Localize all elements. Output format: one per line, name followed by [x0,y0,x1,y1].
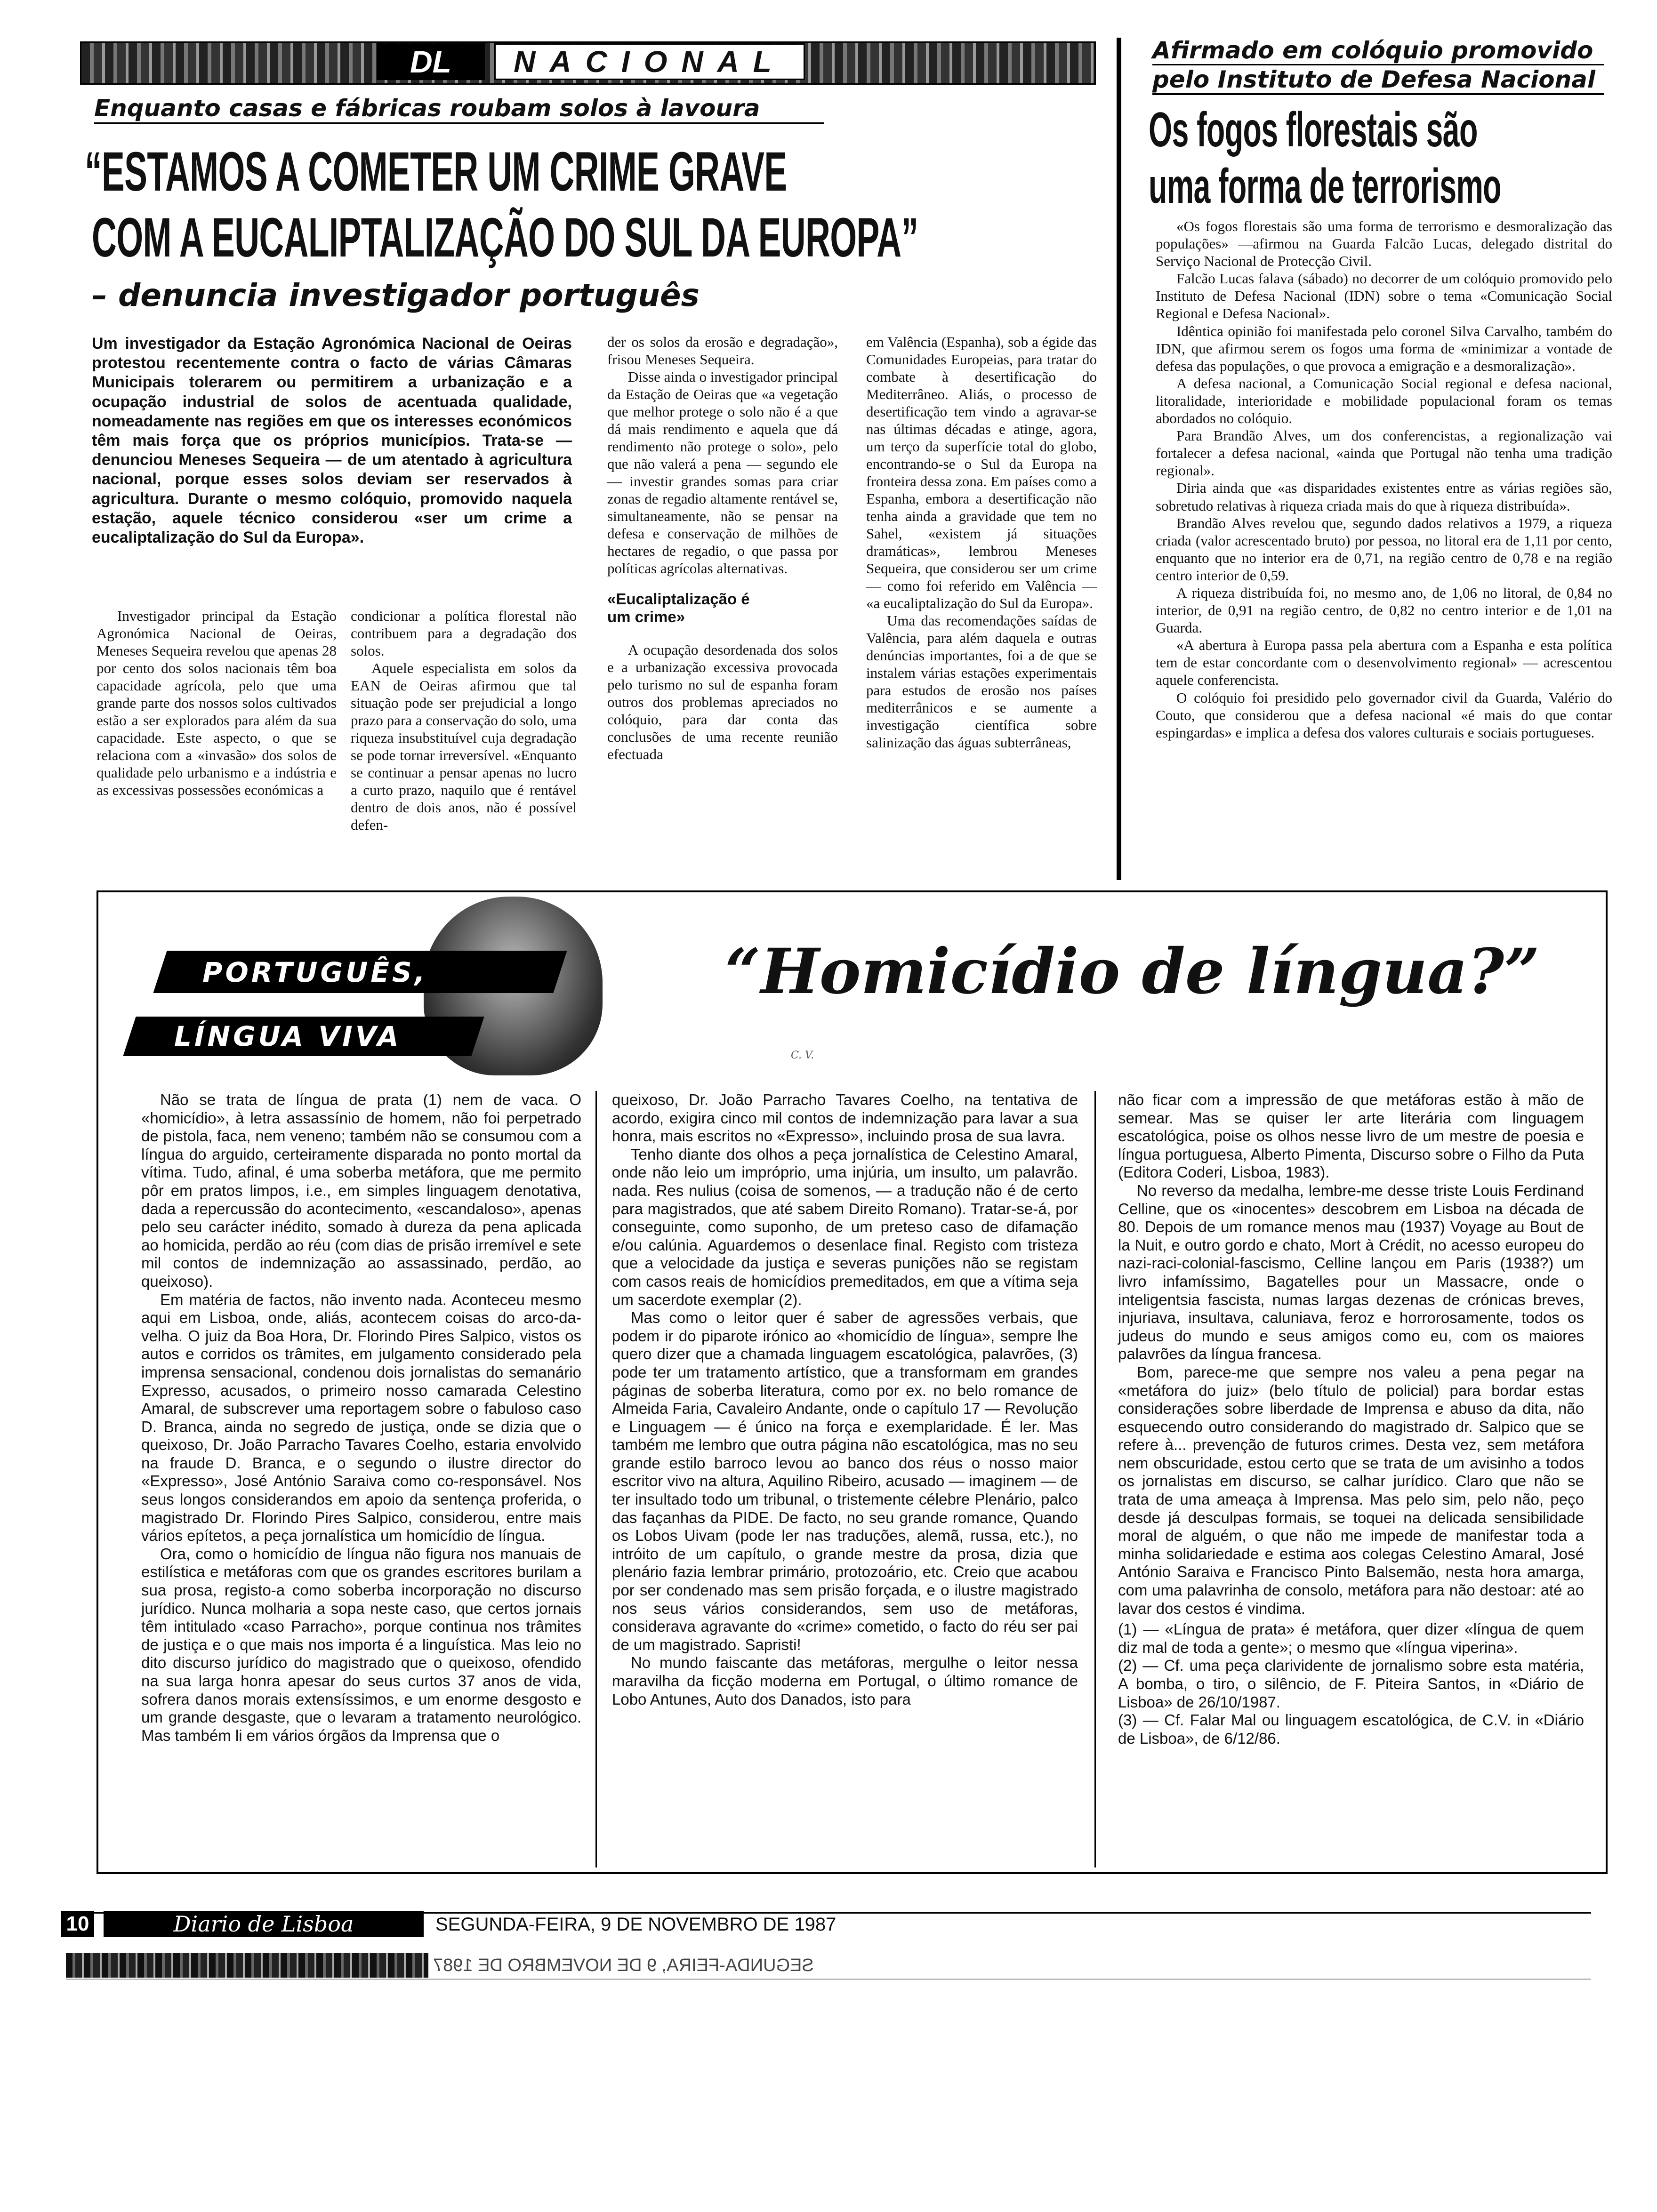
publication-date: SEGUNDA-FEIRA, 9 DE NOVEMBRO DE 1987 [435,1914,837,1935]
article1-lead: Um investigador da Estação Agronómica Nacional de Oeiras protestou recentemente contra o facto de várias Câmaras Municipais tolerarem ou permitirem a urbanização e a ocupação industrial de solos de acentuada qualidade, nomeadamente nas regiões em que os interesses económicos têm mais força que os próprios municípios. Trata-se — denunciou Meneses Sequeira — de um atentado à agricultura nacional, porque esses solos deviam ser reservados à agricultura. Durante o mesmo colóquio, promovido naquela estação, aquele técnico considerou «ser um crime a eucaliptalização do Sul da Europa». [92,335,572,547]
column-banner-line2: LÍNGUA VIVA [174,1020,402,1052]
article3-divider [595,1091,597,1867]
article1-col3-text: der os solos da erosão e degradação», frisou Meneses Sequeira. [607,334,838,368]
article1-col2-text: condicionar a política florestal não contribuem para a degradação dos solos. [351,608,577,659]
article1-col4b-text: Uma das recomendações saídas de Valência, para além daquela e outras denúncias importantes, foi a de que se instalem várias estações experimentais para estudos de erosão nos países mediterrânicos e se aumente a investigação científica sobre salinização das águas subterrâneas, [866,612,1097,751]
article3-paragraph: No reverso da medalha, lembre-me desse triste Louis Ferdinand Celline, que os «inocentes» descobrem em Lisboa na década de 80. Depois de um romance menos mau (1937) Voyage au Bout de la Nuit, e outro gordo e chato, Mort à Crédit, no acesso europeu do nazi-raci-colonial-fascismo, Celline lançou em Paris (1938?) um livro infamíssimo, Bagatelles pour un Massacre, onde o inteligentsia fascista, numas largas dezenas de crónicas breves, injuriava, insultava, caluniava, feroz e horrorosamente, todos os judeus do mundo e seus amigos como eu, com os maiores palavrões da língua francesa. [1118,1181,1584,1363]
article3-paragraph: No mundo faiscante das metáforas, mergulhe o leitor nessa maravilha da ficção moderna em Portugal, o último romance de Lobo Antunes, Auto dos Danados, isto para [612,1654,1078,1708]
article2-paragraph: A riqueza distribuída foi, no mesmo ano, de 1,06 no litoral, de 0,84 no interior, de 0,91 na região centro, de 0,82 no centro interior e de 1,01 na Guarda. [1156,584,1612,636]
article1-headline-line1: “ESTAMOS A COMETER UM CRIME GRAVE [85,141,787,203]
section-label: NACIONAL [494,43,805,80]
article2-paragraph: Falcão Lucas falava (sábado) no decorrer de um colóquio promovido pelo Instituto de Defesa Nacional (IDN) sobre o tema «Comunicação Social Regional e Defesa Nacional». [1156,270,1612,322]
article1-col1 [97,607,337,799]
article3-paragraph: Bom, parece-me que sempre nos valeu a pena pegar na «metáfora do juiz» (belo título de policial) para bordar estas considerações sobre liberdade de Imprensa e abuso da dita, não esquecendo outro considerando do magistrado dr. Salpico que se refere à... prevenção de futuros crimes. Desta vez, sem metáfora nem obscuridade, estou certo que se trata de um avisinho a todos os jornalistas em discurso, se calhar jurídico. Claro que não se trata de uma ameaça à Imprensa. Mas pelo sim, pelo não, peço desde já desculpas formais, se toquei na delicada sensibilidade moral de alguém, o que não me impede de manifestar toda a minha solidariedade e estima aos colegas Celestino Amaral, José António Saraiva e Francisco Pinto Balsemão, nesta hora amarga, com uma palavrinha de consolo, metáfora para não destoar: até ao lavar dos cestos é vindima. [1118,1363,1584,1617]
article2-paragraph: Idêntica opinião foi manifestada pelo coronel Silva Carvalho, também do IDN, que afirmou serem os fogos uma forma de «minimizar a vontade de defesa das populações, o que provoca a emigração e a desmoralização». [1156,322,1612,374]
article1-col3b-text: Disse ainda o investigador principal da Estação de Oeiras que «a vegetação que melhor protege o solo não é a que dá mais rendimento e aquela que dá rendimento não protege o solo», pelo que não valerá a pena — segundo ele — investir grandes somas para criar zonas de regadio altamente rentável se, simultaneamente, não se pensar na defesa e conservação de milhões de hectares de regadio, o que passa por políticas agrícolas alternativas. [607,369,838,577]
article2-paragraph: Brandão Alves revelou que, segundo dados relativos a 1979, a riqueza criada (valor acrescentado bruto) por pessoa, no litoral era de 1,11 por cento, enquanto que no interior era de 0,71, na região centro de 0,78 e na região centro interior de 0,59. [1156,514,1612,584]
section-logo: DL [377,43,485,80]
article1-kicker: Enquanto casas e fábricas roubam solos à lavoura [94,94,824,124]
article2-headline-line1: Os fogos florestais são [1149,103,1478,157]
paper-name: Diario de Lisboa [104,1911,424,1937]
article3-col3 [1118,1091,1584,1747]
article2-body [1156,217,1612,741]
article3-paragraph: Ora, como o homicídio de língua não figura nos manuais de estilística e metáforas com que os grandes escritores burilam a sua prosa, registo-a como soberba incorporação no discurso jurídico. Nunca molharia a sopa neste caso, que certos jornais têm intitulado «caso Parracho», porque continua nos trâmites de justiça e o que mais nos importa é a linguística. Mas leio no dito discurso jurídico do magistrado que o queixoso, ofendido na sua larga honra apesar do seus curtos 37 anos de vida, sofrera danos morais extensíssimos, e um enorme desgosto e um grande desgaste, que o levaram a tratamento neurológico. Mas também li em vários órgãos da Imprensa que o [141,1545,581,1744]
bleed-through-rule [66,1979,1591,1980]
article3-divider [1094,1091,1096,1867]
columnist-signature: C. V. [791,1050,814,1061]
bleed-through-strip [66,1953,428,1978]
article1-col2b-text: Aquele especialista em solos da EAN de Oeiras afirmou que tal situação pode ser prejudicial a longo prazo para a conservação do solo, uma riqueza insubstituível cuja degradação se pode tornar irreversível. «Enquanto se continuar a pensar apenas no lucro a curto prazo, naquilo que é rentável dentro de dois anos, não é possível defen- [351,660,577,833]
article1-headline-line2: COM A EUCALIPTALIZAÇÃO DO SUL DA EUROPA” [92,207,918,269]
column-divider [1117,38,1121,880]
article2-paragraph: O colóquio foi presidido pelo governador civil da Guarda, Valério do Couto, que considerou que a defesa nacional «é mais do que contar espingardas» e implica a defesa dos valores culturais e sociais portugueses. [1156,689,1612,741]
footnotes [1118,1620,1584,1747]
article1-col4-text: em Valência (Espanha), sob a égide das Comunidades Europeias, para tratar do combate à desertificação do Mediterrâneo. Aliás, o processo de desertificação tem vindo a agravar-se nas últimas décadas e atinge, agora, um terço da superfície total do globo, encontrando-se o Sul da Europa na fronteira dessa zona. Em países como a Espanha, embora a desertificação não tenha ainda a gravidade que tem no Sahel, «existem já situações dramáticas», lembrou Meneses Sequeira, que considerou ser um crime — como foi referido em Valência — «a eucaliptalização do Sul da Europa». [866,334,1097,611]
article3-paragraph: Em matéria de factos, não invento nada. Aconteceu mesmo aqui em Lisboa, onde, aliás, acontecem coisas do arco-da-velha. O juiz da Boa Hora, Dr. Florindo Pires Salpico, vistos os autos e corridos os trâmites, em julgamento considerado pela imprensa sensacional, condenou dois jornalistas do semanário Expresso, acusados, o primeiro nosso camarada Celestino Amaral, de subscrever uma reportagem sobre o fabuloso caso D. Branca, ainda no segredo de justiça, onde se dizia que o queixoso, Dr. João Parracho Tavares Coelho, estaria envolvido na fraude D. Branca, e o segundo o ilustre director do «Expresso», José António Saraiva como co-responsável. Nos seus longos considerandos em apoio da sentença proferida, o magistrado Dr. Florindo Pires Salpico, considerou, entre mais vários epítetos, a peça jornalística um homicídio de língua. [141,1290,581,1545]
article3-paragraph: Mas como o leitor quer é saber de agressões verbais, que podem ir do piparote irónico ao «homicídio de língua», sempre lhe quero dizer que a chamada linguagem escatológica, palavrões, (3) pode ter um tratamento artístico, que a transformam em grandes páginas de soberba literatura, como por ex. no belo romance de Almeida Faria, Cavaleiro Andante, onde o capítulo 17 — Revolução e Linguagem — é único na força e exemplaridade. É ler. Mas também me lembro que outra página não escatológica, mas no seu grande estilo barroco levou ao banco dos réus o nosso maior escritor vivo na altura, Aquilino Ribeiro, acusado — imaginem — de ter insultado todo um tribunal, o tristemente célebre Plenário, palco das façanhas da PIDE. De facto, no seu grande romance, Quando os Lobos Uivam (pode ler nas traduções, alemã, russa, etc.), no intróito de um capítulo, o grande mestre da prosa, dizia que plenário fazia lembrar primário, protozoário, etc. Creio que acabou por ser condenado mas sem prisão forçada, e o ilustre magistrado nos seus vários considerandos, sem uso de metáforas, considerava agravante do «crime» cometido, o facto do réu ser pai de um magistrado. Sapristi! [612,1309,1078,1653]
footnote: (3) — Cf. Falar Mal ou linguagem escatológica, de C.V. in «Diário de Lisboa», de 6/12/86. [1118,1711,1584,1747]
bleed-through-text: SEGUNDA-FEIRA, 9 DE NOVEMBRO DE 1987 [433,1956,814,1975]
article3-col1 [141,1091,581,1745]
article1-subhead: «Eucaliptalização é um crime» [607,590,750,625]
article3-headline: “Homicídio de língua?” [725,935,1540,1008]
article3-paragraph: Tenho diante dos olhos a peça jornalística de Celestino Amaral, onde não leio um impróprio, uma injúria, um insulto, um palavrão. nada. Res nulius (coisa de somenos, — a tradução não é de certo para magistrados, que até sabem Direito Romano). Tratar-se-á, por conseguinte, como suponho, de um preteso caso de difamação e/ou calúnia. Aguardemos o desenlace final. Registo com tristeza que a velocidade da justiça e severas punições não se registam com casos reais de homicídios premeditados, em que a vítima seja um sacerdote exemplar (2). [612,1145,1078,1308]
article2-paragraph: «Os fogos florestais são uma forma de terrorismo e desmoralização das populações» —afirmou na Guarda Falcão Lucas, delegado distrital do Serviço Nacional de Protecção Civil. [1156,218,1612,270]
article2-kicker-line1: Afirmado em colóquio promovido [1152,37,1604,65]
article1-col4 [866,333,1097,751]
article2-headline-line2: uma forma de terrorismo [1149,159,1501,214]
article1-col3 [607,333,838,763]
footnote: (2) — Cf. uma peça clarividente de jornalismo sobre esta matéria, A bomba, o tiro, o silêncio, de F. Piteira Santos, in «Diário de Lisboa» de 26/10/1987. [1118,1657,1584,1711]
article3-paragraph: queixoso, Dr. João Parracho Tavares Coelho, na tentativa de acordo, exigira cinco mil contos de indemnização para lavar a sua honra, mais escritos no «Expresso», incluindo prosa de sua lavra. [612,1091,1078,1145]
article3-paragraph: Não se trata de língua de prata (1) nem de vaca. O «homicídio», à letra assassínio de homem, não foi perpetrado de pistola, faca, nem veneno; também não se consumou com a língua do arguido, certeiramente disparada no ponto mortal da vítima. Tudo, afinal, é uma soberba metáfora, que me permito pôr em pratos limpos, i.e., em simples linguagem denotativa, dada a repercussão do acontecimento, «escandaloso», apenas pelo seu carácter inédito, somado à dureza da pena aplicada ao homicida, perdão ao réu (com dias de prisão irremível e sete mil contos de indemnização ao assassinado, perdão, ao queixoso). [141,1091,581,1290]
column-banner-line1: PORTUGUÊS, [202,956,428,988]
article1-deck: – denuncia investigador português [92,277,700,313]
article3-paragraph: não ficar com a impressão de que metáforas estão à mão de semear. Mas se quiser ler arte literária com linguagem escatológica, poise os olhos nesse livro de um mestre de poesia e língua portuguesa, Alberto Pimenta, Discurso sobre o Filho da Puta (Editora Coderi, Lisboa, 1983). [1118,1091,1584,1181]
article2-paragraph: «A abertura à Europa passa pela abertura com a Espanha e esta política tem de estar concordante com o desenvolvimento regional» — acrescentou aquele conferencista. [1156,637,1612,689]
footnote: (1) — «Língua de prata» é metáfora, quer dizer «língua de quem diz mal de toda a gente»; o mesmo que «língua viperina». [1118,1620,1584,1656]
article1-col1-text: Investigador principal da Estação Agronómica Nacional de Oeiras, Meneses Sequeira revelou que apenas 28 por cento dos solos nacionais têm boa capacidade agrícola, pelo que uma grande parte dos nossos solos cultivados estão a ser explorados para além da sua capacidade. Este aspecto, o que se relaciona com a «invasão» dos solos de qualidade pelo urbanismo e a indústria e as excessivas possessões económicas a [97,608,337,798]
article2-paragraph: Diria ainda que «as disparidades existentes entre as várias regiões são, sobretudo relativas à riqueza criada mais do que à riqueza distribuída». [1156,480,1612,514]
article2-kicker-line2: pelo Instituto de Defesa Nacional [1152,66,1604,95]
article1-col3c-text: A ocupação desordenada dos solos e a urbanização excessiva provocada pelo turismo no sul de espanha foram outros dos problemas apreciados no colóquio, para dar conta das conclusões de uma recente reunião efectuada [607,641,838,762]
page-number: 10 [61,1911,94,1937]
article2-paragraph: A defesa nacional, a Comunicação Social regional e defesa nacional, litoralidade, interioridade e mobilidade populacional foram os temas abordados no colóquio. [1156,375,1612,427]
article1-col2 [351,607,577,834]
article3-col2 [612,1091,1078,1708]
article2-paragraph: Para Brandão Alves, um dos conferencistas, a regionalização vai fortalecer a defesa nacional, «ainda que Portugal não tenha uma tradição regional». [1156,427,1612,479]
